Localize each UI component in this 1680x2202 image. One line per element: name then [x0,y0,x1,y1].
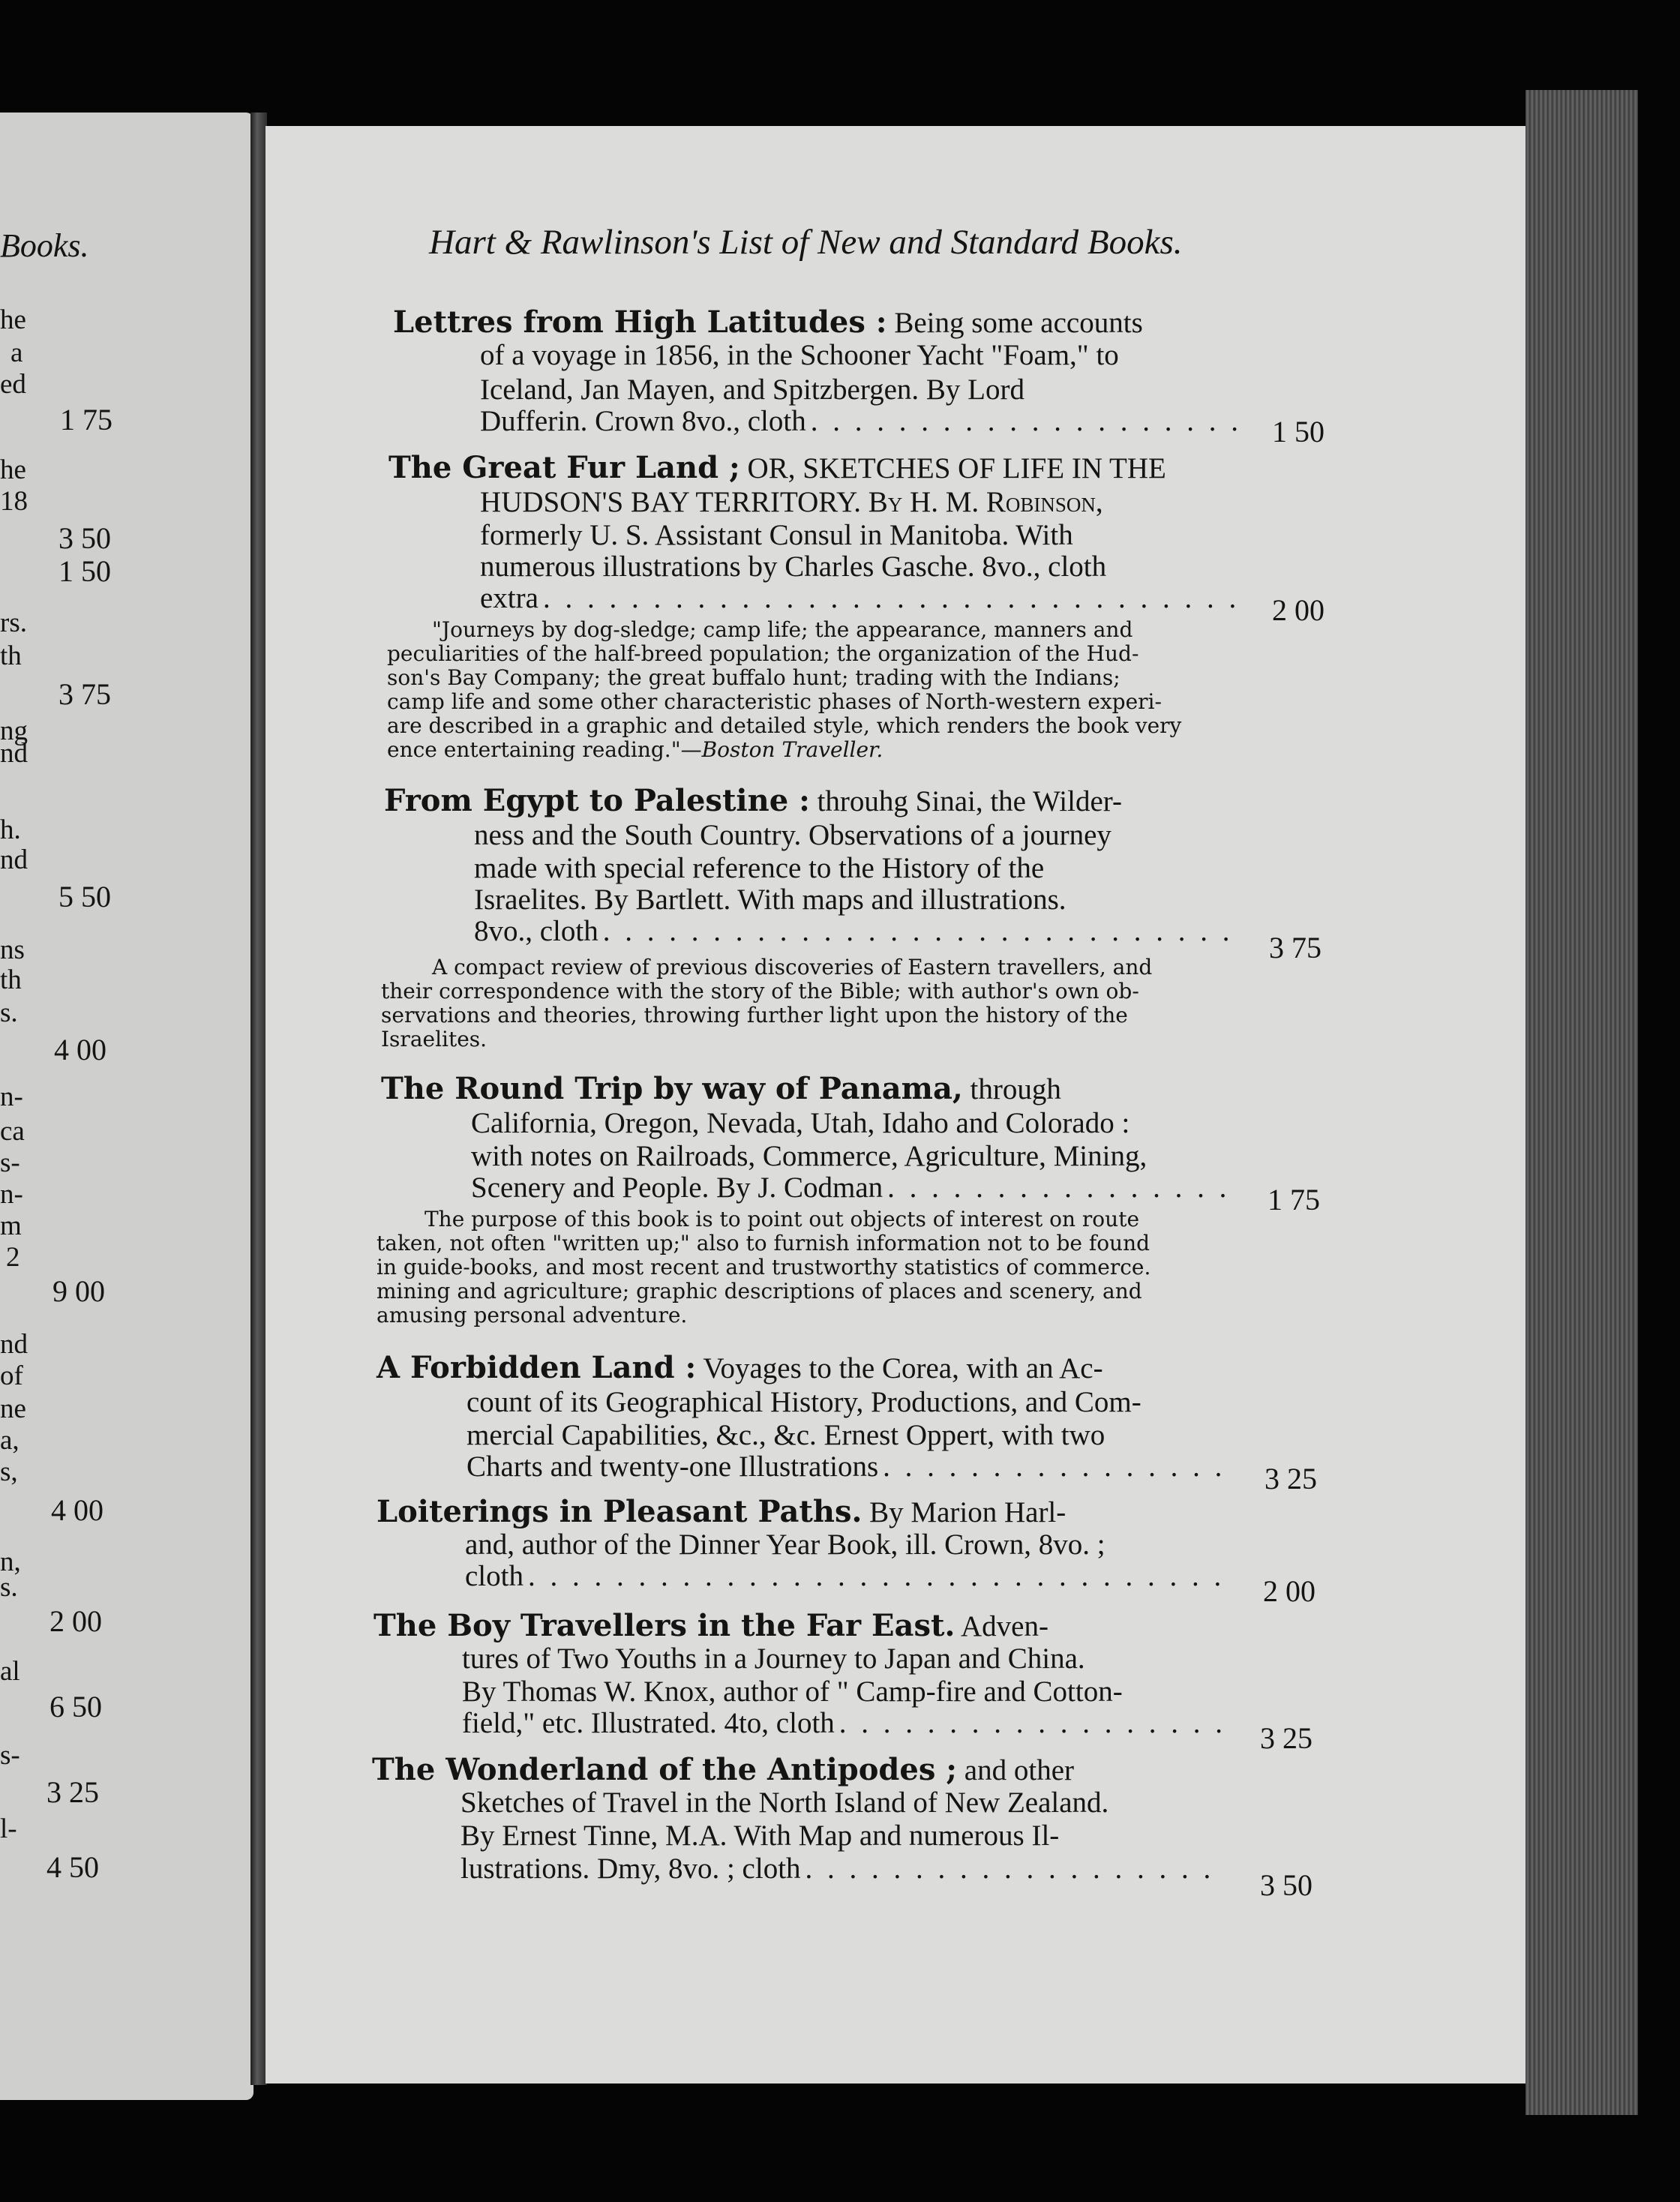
left-fragment: n- [0,1179,23,1210]
entry-line: Israelites. By Bartlett. With maps and illustrations. [474,884,1066,916]
entry-title: The Great Fur Land ; [388,450,740,485]
leader-dots [839,1708,1227,1738]
entry-text: Charts and twenty-one Illustrations [466,1450,879,1483]
entry-line [480,584,1244,613]
left-fragment: th [0,964,22,995]
left-page [0,112,254,2100]
review-line: peculiarities of the half-breed population; the organization of the Hud- [387,641,1139,666]
entry-line: By Ernest Tinne, M.A. With Map and numerous Il- [460,1820,1060,1852]
entry-line: Iceland, Jan Mayen, and Spitzbergen. By Lord [480,374,1024,406]
review-line: son's Bay Company; the great buffalo hunt; trading with the Indians; [387,665,1120,690]
left-price: 4 00 [54,1033,106,1066]
entry-price: 1 75 [1268,1183,1320,1216]
left-page-heading: Books. [0,227,89,264]
review-line: servations and theories, throwing further light upon the history of the [381,1003,1128,1028]
entry-line [474,916,1234,946]
entry-text: By Marion Harl- [869,1496,1066,1528]
entry-title: Loiterings in Pleasant Paths. [376,1494,862,1529]
entry-first-line [381,1071,1061,1106]
left-fragment: s. [0,1572,18,1603]
entry-text: cloth [465,1560,524,1592]
entry-line: count of its Geographical History, Productions, and Com- [466,1386,1142,1418]
entry-first-line [372,1752,1074,1787]
entry-price: 3 25 [1264,1462,1317,1496]
entry-title: A Forbidden Land : [376,1350,697,1385]
entry-line [466,1452,1230,1481]
left-price: 4 00 [51,1493,104,1527]
entry-title: Lettres from High Latitudes : [393,304,887,340]
review-text: ence entertaining reading."— [387,737,702,762]
entry-text: field," etc. Illustrated. 4to, cloth [462,1707,835,1739]
entry-text: extra [480,582,538,614]
entry-line: with notes on Railroads, Commerce, Agriculture, Mining, [471,1140,1148,1172]
review-line: mining and agriculture; graphic descriptions of places and scenery, and [376,1279,1142,1304]
review-line: their correspondence with the story of the Bible; with author's own ob- [381,979,1139,1004]
entry-line [471,1173,1233,1202]
entry-text: and other [964,1754,1074,1786]
left-fragment: ng [0,716,28,746]
entry-line: California, Oregon, Nevada, Utah, Idaho and Colorado : [471,1107,1130,1139]
entry-line: and, author of the Dinner Year Book, ill. Crown, 8vo. ; [465,1528,1106,1561]
left-price: 2 00 [50,1604,102,1638]
entry-line: of a voyage in 1856, in the Schooner Yacht "Foam," to [480,339,1119,371]
left-fragment: a, [0,1425,20,1456]
entry-title: The Wonderland of the Antipodes ; [372,1752,958,1787]
left-price: 9 00 [52,1274,105,1308]
left-price: 5 50 [58,880,111,914]
entry-text: through [970,1073,1061,1106]
entry-text: Being some accounts [894,307,1143,339]
entry-first-line [376,1494,1066,1529]
entry-first-line [393,304,1143,340]
review-line: in guide-books, and most recent and trustworthy statistics of commerce. [376,1255,1151,1280]
entry-price: 3 50 [1260,1868,1312,1902]
left-fragment: s- [0,1148,20,1178]
left-fragment: al [0,1656,20,1687]
leader-dots [887,1173,1233,1202]
left-fragment: m [0,1210,22,1241]
left-price: 3 25 [46,1775,99,1809]
review-line: The purpose of this book is to point out objects of interest on route [424,1207,1140,1232]
left-fragment: ca [0,1116,25,1147]
left-fragment: ne [0,1394,26,1424]
left-fragment: 18 [0,486,28,517]
entry-title: The Boy Travellers in the Far East. [374,1608,956,1643]
entry-text: throuhg Sinai, the Wilder- [817,785,1122,818]
left-fragment: s- [0,1740,20,1771]
entry-first-line [374,1608,1048,1643]
page-edge [1526,90,1638,2115]
left-fragment: nd [0,844,28,875]
entry-price: 2 00 [1263,1574,1316,1608]
entry-text: Dufferin. Crown 8vo., cloth [480,405,806,437]
left-price: 1 75 [60,403,112,436]
entry-first-line [384,783,1122,818]
book-gutter [250,112,267,2085]
left-fragment: ns [0,934,25,965]
review-line: A compact review of previous discoveries of Eastern travellers, and [432,955,1153,980]
entry-title: From Egypt to Palestine : [384,783,810,818]
leader-dots [811,406,1244,436]
entry-line [480,406,1244,436]
entry-line [462,1708,1227,1738]
entry-line: tures of Two Youths in a Journey to Japan and China. [462,1642,1085,1675]
left-fragment: l- [0,1814,17,1844]
entry-line: HUDSON'S BAY TERRITORY. By H. M. Robinson, [480,486,1103,518]
left-fragment: n- [0,1082,23,1112]
left-fragment: s, [0,1456,18,1487]
entry-first-line [388,450,1166,485]
review-line: are described in a graphic and detailed style, which renders the book very [387,713,1182,738]
left-price: 1 50 [58,554,111,588]
entry-line: mercial Capabilities, &c., &c. Ernest Oppert, with two [466,1419,1106,1451]
review-line [387,737,884,762]
left-fragment: n, [0,1546,21,1577]
entry-text: lustrations. Dmy, 8vo. ; cloth [460,1852,801,1885]
left-fragment: ed [0,369,26,400]
entry-line: Sketches of Travel in the North Island of New Zealand. [460,1786,1109,1819]
entry-text: Voyages to the Corea, with an Ac- [703,1352,1103,1384]
review-source: Boston Traveller. [701,737,884,762]
leader-dots [543,584,1244,613]
left-fragment: rs. [0,608,27,638]
left-fragment: h. [0,814,21,845]
left-price: 3 50 [58,521,111,555]
entry-line: made with special reference to the History of the [474,852,1045,884]
review-line: amusing personal adventure. [376,1303,688,1328]
left-fragment: of [0,1360,23,1391]
entry-price: 3 75 [1269,931,1322,964]
entry-line: By Thomas W. Knox, author of " Camp-fire and Cotton- [462,1676,1123,1708]
review-line: "Journeys by dog-sledge; camp life; the appearance, manners and [432,617,1133,642]
review-line: Israelites. [381,1027,488,1052]
left-fragment: 2 [6,1242,20,1273]
entry-price: 2 00 [1272,593,1324,627]
entry-text: Adven- [960,1610,1048,1642]
entry-price: 3 25 [1260,1721,1312,1755]
entry-line: numerous illustrations by Charles Gasche. 8vo., cloth [480,550,1107,583]
entry-text: 8vo., cloth [474,915,598,947]
left-price: 3 75 [58,677,111,711]
entry-line [465,1562,1230,1591]
entry-line [460,1854,1226,1883]
leader-dots [528,1562,1230,1591]
left-price: 6 50 [50,1690,102,1724]
review-line: camp life and some other characteristic phases of North-western experi- [387,689,1162,714]
left-fragment: nd [0,1329,28,1360]
leader-dots [806,1854,1226,1883]
left-fragment: nd [0,738,28,769]
leader-dots [883,1452,1230,1481]
entry-title: The Round Trip by way of Panama, [381,1071,963,1106]
entry-text: OR, SKETCHES OF LIFE IN THE [747,452,1166,484]
entry-first-line [376,1350,1103,1385]
review-line: taken, not often "written up;" also to furnish information not to be found [376,1231,1150,1256]
left-price: 4 50 [46,1850,99,1884]
leader-dots [603,916,1234,946]
left-fragment: he [0,454,26,485]
left-fragment: a [10,338,23,368]
entry-price: 1 50 [1272,415,1324,448]
entry-text: Scenery and People. By J. Codman [471,1172,884,1204]
left-fragment: he [0,304,26,335]
left-fragment: s. [0,998,18,1028]
left-fragment: th [0,640,22,671]
running-head: Hart & Rawlinson's List of New and Standard Books. [429,223,1183,262]
entry-line: formerly U. S. Assistant Consul in Manitoba. With [480,519,1073,551]
entry-line: ness and the South Country. Observations of a journey [474,819,1112,851]
